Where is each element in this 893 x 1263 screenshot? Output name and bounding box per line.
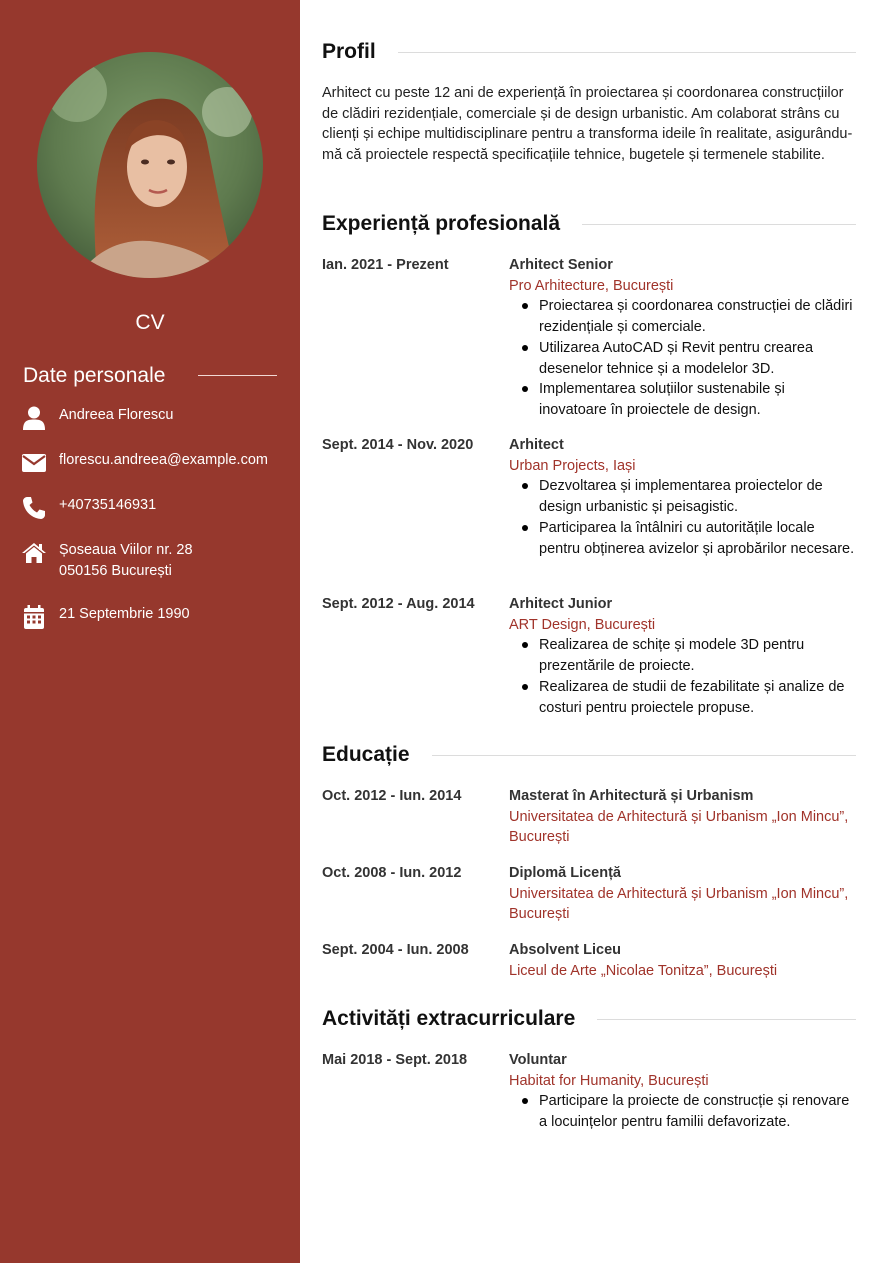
entry-title: Diplomă Licență [509, 865, 621, 881]
entry-title: Arhitect Senior [509, 257, 613, 273]
education-entry [322, 863, 856, 925]
birthdate-text: 21 Septembrie 1990 [59, 606, 190, 622]
address-text [59, 540, 193, 582]
profile-heading: Profil [322, 40, 376, 63]
cv-label: CV [135, 311, 165, 334]
personal-address [20, 540, 290, 582]
entry-org: Pro Arhitecture, București [509, 277, 674, 294]
personal-phone [20, 495, 290, 521]
entry-org: Urban Projects, Iași [509, 457, 636, 474]
address-line1: Șoseaua Viilor nr. 28 [59, 542, 193, 558]
entry-title: Arhitect [509, 437, 564, 453]
education-heading: Educație [322, 743, 410, 766]
experience-entry [322, 435, 856, 559]
calendar-icon [20, 604, 48, 630]
bullet-item: Dezvoltarea și implementarea proiectelor de design urbanistic și peisagistic. [509, 476, 856, 517]
personal-data-heading: Date personale [23, 364, 166, 387]
heading-divider [198, 375, 277, 376]
personal-name [20, 405, 290, 431]
entry-date: Sept. 2014 - Nov. 2020 [322, 437, 474, 453]
home-icon [20, 540, 48, 566]
entry-date: Sept. 2012 - Aug. 2014 [322, 596, 475, 612]
phone-icon [20, 495, 48, 521]
education-entry [322, 940, 856, 981]
phone-text[interactable]: +40735146931 [59, 497, 157, 513]
bullet-item: Participare la proiecte de construcție și renovare a locuințelor pentru familii defavorizate. [509, 1091, 856, 1132]
entry-bullets [509, 1091, 856, 1132]
user-icon [20, 405, 48, 431]
entry-date: Oct. 2012 - Iun. 2014 [322, 788, 462, 804]
profile-text: Arhitect cu peste 12 ani de experiență în proiectarea și coordonarea construcțiilor de clădiri rezidențiale, comerciale și de design urbanistic. Am colaborat strâns cu clienți și echipe multidisciplinare pentru a transforma ideile în realitate, asigurându-mă că proiectele respectă specificațiile tehnice, bugetele și termenele stabilite. [322, 85, 853, 164]
entry-bullets [509, 635, 856, 718]
envelope-icon [20, 450, 48, 476]
bullet-item: Proiectarea și coordonarea construcției de clădiri rezidențiale și comerciale. [509, 296, 856, 337]
entry-title: Arhitect Junior [509, 596, 613, 612]
entry-org: Habitat for Humanity, București [509, 1072, 709, 1089]
entry-bullets [509, 476, 856, 559]
section-divider [597, 1019, 856, 1020]
bullet-item: Participarea la întâlniri cu autoritățile locale pentru obținerea avizelor și aprobărilor necesare. [509, 518, 856, 559]
bullet-item: Utilizarea AutoCAD și Revit pentru crearea desenelor tehnice și a modelelor 3D. [509, 338, 856, 379]
entry-title: Voluntar [509, 1052, 567, 1068]
entry-date: Sept. 2004 - Iun. 2008 [322, 942, 469, 958]
education-section-header [322, 743, 856, 767]
experience-section-header [322, 212, 856, 236]
section-divider [582, 224, 856, 225]
experience-entry [322, 255, 856, 421]
experience-entry [322, 594, 856, 718]
bullet-item: Realizarea de schițe și modele 3D pentru prezentările de proiecte. [509, 635, 856, 676]
personal-email [20, 450, 290, 476]
bullet-item: Realizarea de studii de fezabilitate și analize de costuri pentru proiectele propuse. [509, 677, 856, 718]
profile-photo [37, 52, 263, 278]
entry-org: ART Design, București [509, 616, 656, 633]
education-entry [322, 786, 856, 848]
entry-title: Masterat în Arhitectură și Urbanism [509, 788, 754, 804]
sidebar [0, 0, 300, 1263]
entry-org: Liceul de Arte „Nicolae Tonitza”, București [509, 962, 778, 979]
entry-bullets [509, 296, 856, 420]
section-divider [432, 755, 856, 756]
entry-date: Oct. 2008 - Iun. 2012 [322, 865, 462, 881]
entry-org: Universitatea de Arhitectură și Urbanism „Ion Mincu”, București [509, 885, 849, 923]
entry-org: Universitatea de Arhitectură și Urbanism „Ion Mincu”, București [509, 808, 849, 846]
bullet-item: Implementarea soluțiilor sustenabile și inovatoare în proiectele de design. [509, 379, 856, 420]
address-line2: 050156 București [59, 563, 172, 579]
activity-entry [322, 1050, 856, 1133]
experience-heading: Experiență profesională [322, 212, 561, 235]
personal-birthdate [20, 604, 290, 630]
activities-heading: Activități extracurriculare [322, 1007, 576, 1030]
entry-date: Ian. 2021 - Prezent [322, 257, 449, 273]
email-text[interactable]: florescu.andreea@example.com [59, 452, 268, 468]
section-divider [398, 52, 856, 53]
entry-title: Absolvent Liceu [509, 942, 621, 958]
name-text: Andreea Florescu [59, 407, 174, 423]
profile-section-header [322, 40, 856, 64]
entry-date: Mai 2018 - Sept. 2018 [322, 1052, 468, 1068]
activities-section-header [322, 1007, 856, 1031]
